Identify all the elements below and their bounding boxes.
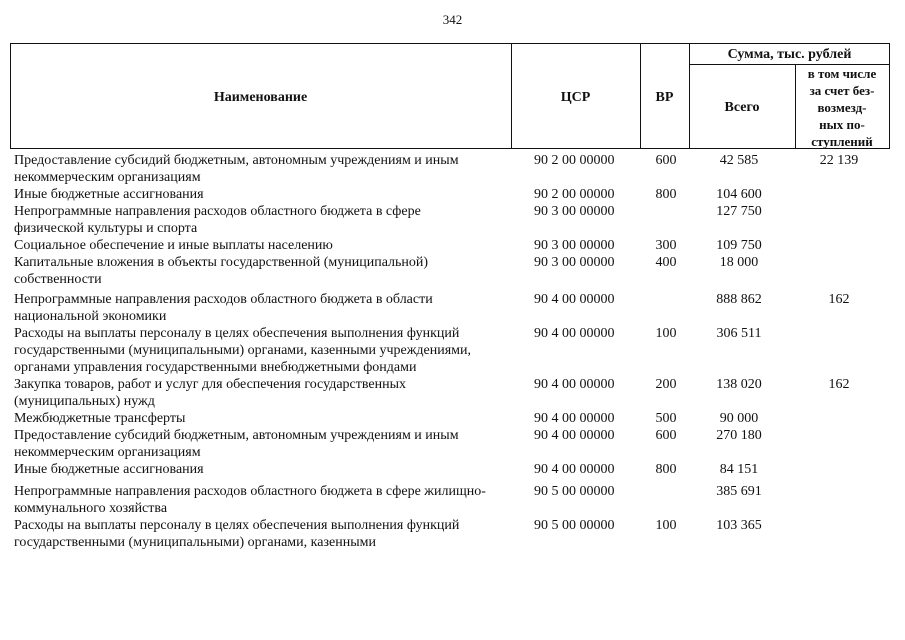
table-row xyxy=(0,427,905,461)
row-name: Предоставление субсидий бюджетным, автономным учреждениям и иным некоммерческим организациям xyxy=(14,428,459,460)
row-total: 84 151 xyxy=(719,462,759,477)
row-free: 162 xyxy=(828,377,850,392)
row-csr: 90 4 00 00000 xyxy=(534,411,615,426)
header-total: Всего xyxy=(724,100,760,115)
row-csr: 90 3 00 00000 xyxy=(534,204,615,219)
page-number: 342 xyxy=(442,12,463,27)
table-row xyxy=(0,410,905,427)
table-row xyxy=(0,291,905,325)
header-vr: ВР xyxy=(655,90,674,105)
row-free: 22 139 xyxy=(819,153,859,168)
row-name: Иные бюджетные ассигнования xyxy=(14,187,204,202)
row-name: Социальное обеспечение и иные выплаты населению xyxy=(14,238,333,253)
row-name: Иные бюджетные ассигнования xyxy=(14,462,204,477)
row-total: 104 600 xyxy=(716,187,762,202)
table-row xyxy=(0,325,905,376)
row-vr: 600 xyxy=(655,153,677,168)
table-row xyxy=(0,186,905,203)
table-body xyxy=(0,152,905,551)
row-vr: 500 xyxy=(655,411,677,426)
row-vr: 800 xyxy=(655,187,677,202)
row-vr: 800 xyxy=(655,462,677,477)
row-csr: 90 4 00 00000 xyxy=(534,292,615,307)
table-row xyxy=(0,483,905,517)
table-row xyxy=(0,517,905,551)
row-name: Непрограммные направления расходов областного бюджета в области национальной экономики xyxy=(14,292,433,324)
row-total: 42 585 xyxy=(719,153,759,168)
table-header xyxy=(10,43,890,149)
row-free: 162 xyxy=(828,292,850,307)
row-total: 109 750 xyxy=(716,238,762,253)
row-total: 103 365 xyxy=(716,518,762,533)
row-total: 18 000 xyxy=(719,255,759,270)
header-free-line: за счет без- xyxy=(809,83,875,98)
row-csr: 90 3 00 00000 xyxy=(534,238,615,253)
row-csr: 90 2 00 00000 xyxy=(534,153,615,168)
table-row xyxy=(0,203,905,237)
table-row xyxy=(0,254,905,288)
row-name: Предоставление субсидий бюджетным, автономным учреждениям и иным некоммерческим организациям xyxy=(14,153,459,185)
table-row xyxy=(0,461,905,478)
row-vr: 400 xyxy=(655,255,677,270)
header-free-line: возмезд- xyxy=(817,100,867,115)
row-csr: 90 2 00 00000 xyxy=(534,187,615,202)
header-top-border xyxy=(10,43,890,44)
row-name: Капитальные вложения в объекты государственной (муниципальной) собственности xyxy=(14,255,429,287)
row-csr: 90 4 00 00000 xyxy=(534,377,615,392)
header-sum-group: Сумма, тыс. рублей xyxy=(727,47,852,62)
row-csr: 90 5 00 00000 xyxy=(534,484,615,499)
header-name: Наименование xyxy=(213,90,308,105)
row-name: Расходы на выплаты персоналу в целях обеспечения выполнения функций государственными (муниципальными) органами, казенными учреждениями, органами управления государственными внебюджетными фондами xyxy=(14,326,471,375)
row-vr: 100 xyxy=(655,518,677,533)
row-csr: 90 5 00 00000 xyxy=(534,518,615,533)
header-free-line: ных по- xyxy=(819,117,865,132)
row-total: 306 511 xyxy=(716,326,762,341)
row-name: Расходы на выплаты персоналу в целях обеспечения выполнения функций государственными (муниципальными) органами, казенными xyxy=(14,518,460,550)
header-free-receipts xyxy=(795,65,889,150)
row-name: Непрограммные направления расходов областного бюджета в сфере жилищно-коммунального хозяйства xyxy=(14,484,486,516)
row-vr: 600 xyxy=(655,428,677,443)
row-csr: 90 4 00 00000 xyxy=(534,428,615,443)
row-name: Межбюджетные трансферты xyxy=(14,411,186,426)
row-csr: 90 4 00 00000 xyxy=(534,326,615,341)
row-total: 385 691 xyxy=(716,484,762,499)
row-total: 270 180 xyxy=(716,428,762,443)
row-vr: 100 xyxy=(655,326,677,341)
row-name: Непрограммные направления расходов областного бюджета в сфере физической культуры и спорта xyxy=(14,204,421,236)
row-vr: 300 xyxy=(655,238,677,253)
row-csr: 90 3 00 00000 xyxy=(534,255,615,270)
row-total: 127 750 xyxy=(716,204,762,219)
header-bottom-border xyxy=(10,148,890,149)
header-free-line: ступлений xyxy=(811,134,873,149)
table-row xyxy=(0,152,905,186)
row-name: Закупка товаров, работ и услуг для обеспечения государственных (муниципальных) нужд xyxy=(14,377,407,409)
header-free-line: в том числе xyxy=(807,66,877,81)
row-csr: 90 4 00 00000 xyxy=(534,462,615,477)
row-vr: 200 xyxy=(655,377,677,392)
row-total: 90 000 xyxy=(719,411,759,426)
row-total: 888 862 xyxy=(716,292,762,307)
row-total: 138 020 xyxy=(716,377,762,392)
table-row xyxy=(0,376,905,410)
table-row xyxy=(0,237,905,254)
header-csr: ЦСР xyxy=(560,90,591,105)
